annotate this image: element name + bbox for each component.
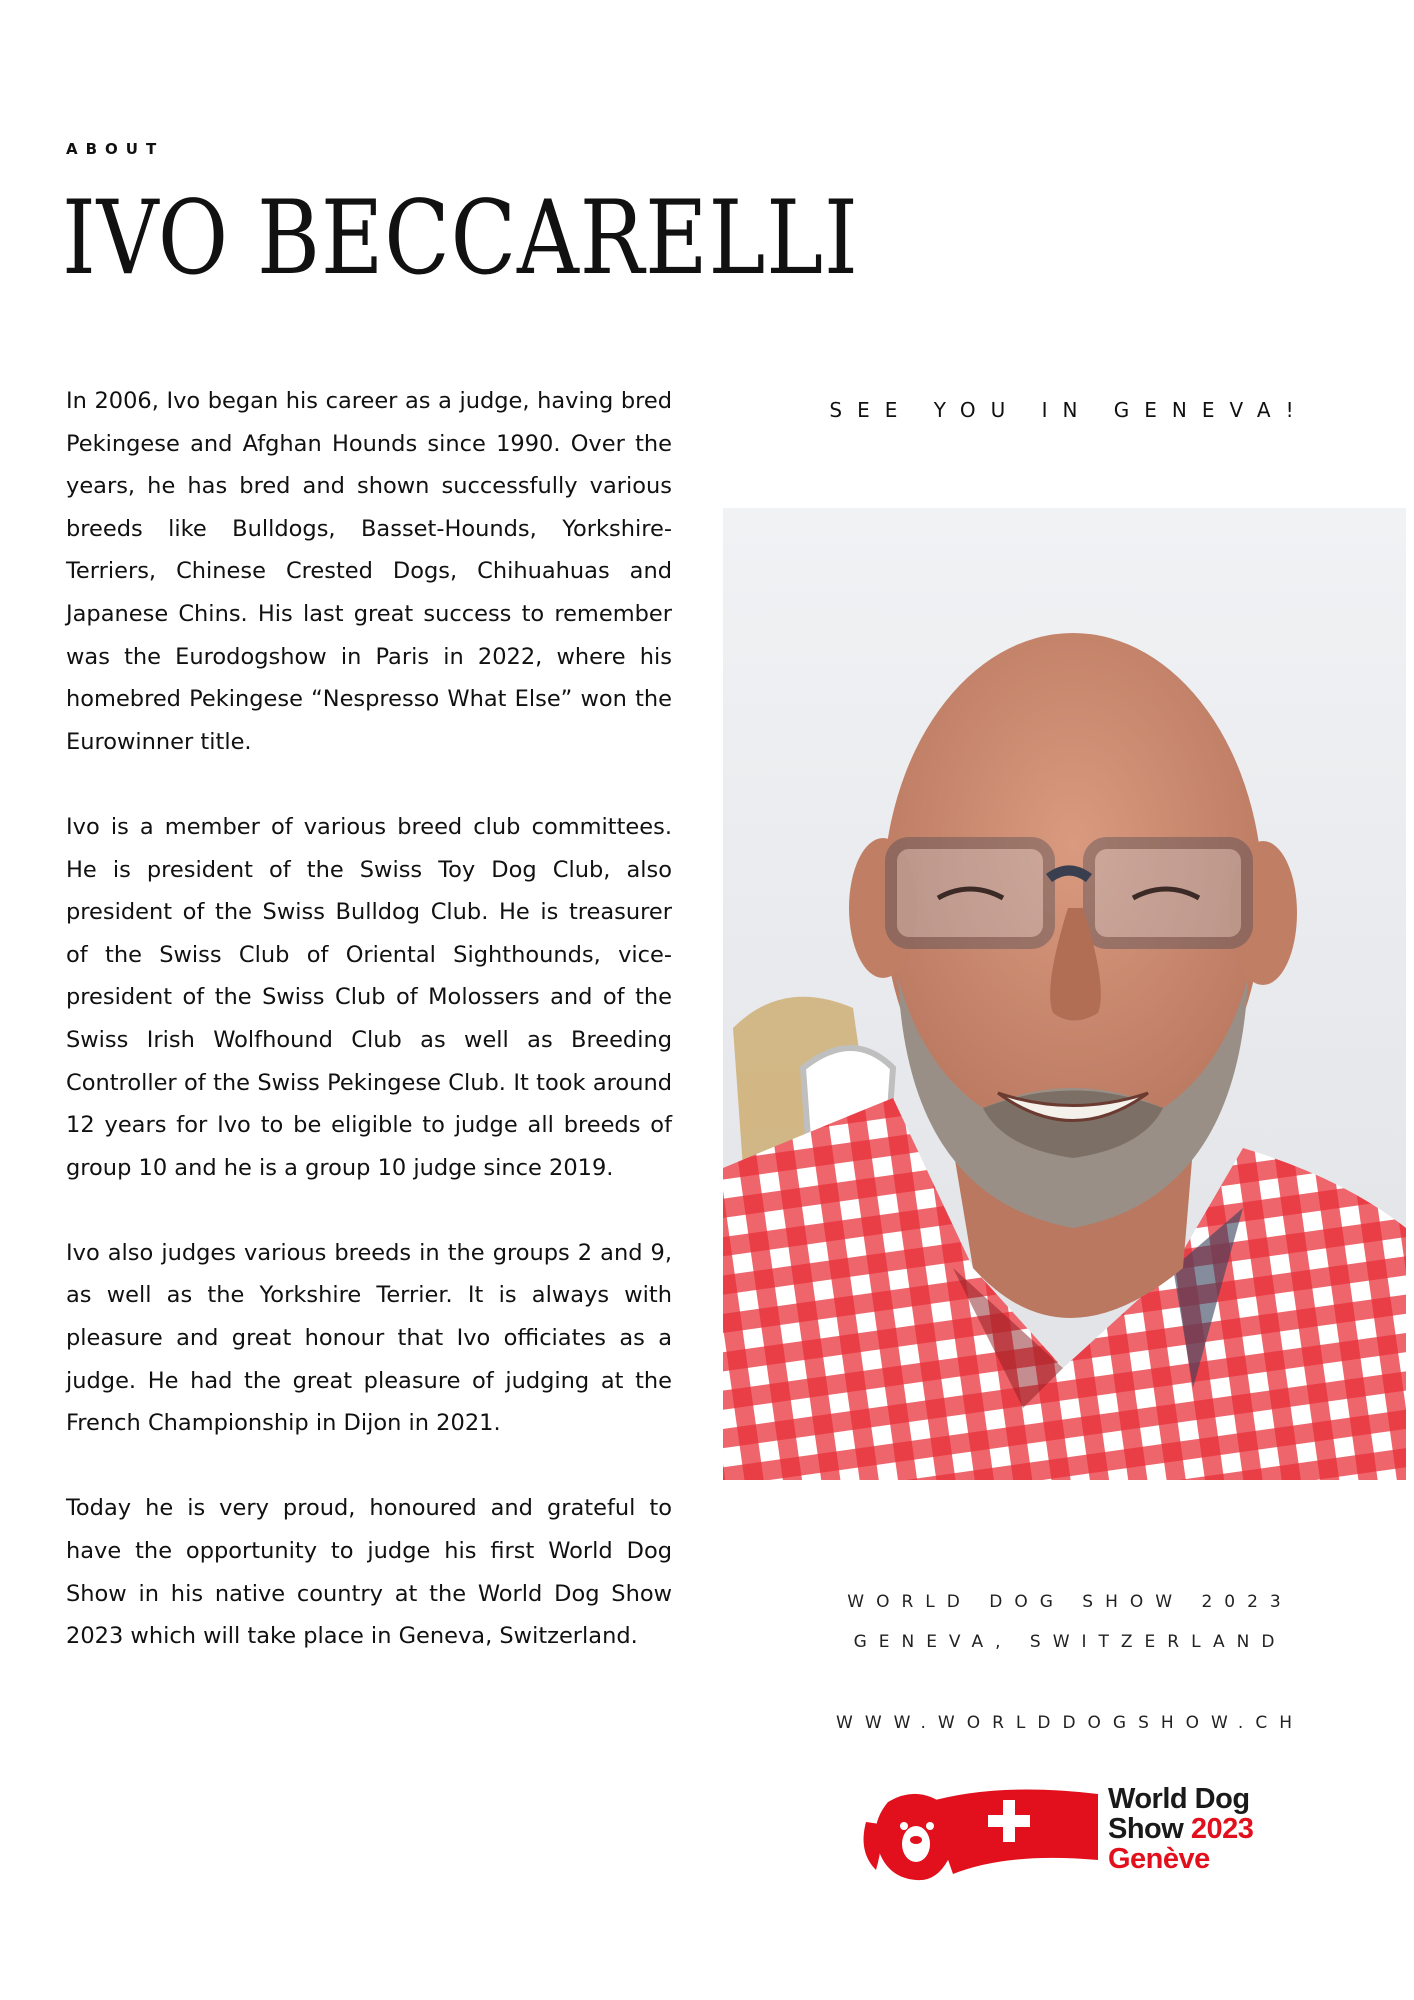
logo-line-2 [1108, 1814, 1308, 1844]
logo-year: 2023 [1190, 1813, 1254, 1845]
biography [66, 380, 672, 1700]
portrait-photo [723, 508, 1406, 1480]
website-link[interactable]: WWW.WORLDDOGSHOW.CH [836, 1713, 1304, 1733]
logo-wordmark [1108, 1784, 1308, 1874]
world-dog-show-logo [858, 1782, 1298, 1882]
bio-paragraph-2: Ivo is a member of various breed club committees. He is president of the Swiss Toy Dog Club, also president of the Swiss Bulldog Club. He is treasurer of the Swiss Club of Oriental Sighthounds, vice-president of the Swiss Club of Molossers and of the Swiss Irish Wolfhound Club as well as Breeding Controller of the Swiss Pekingese Club. It took around 12 years for Ivo to be eligible to judge all breeds of group 10 and he is a group 10 judge since 2019. [66, 813, 672, 1181]
logo-show-word: Show [1108, 1813, 1184, 1845]
tagline: SEE YOU IN GENEVA! [829, 398, 1309, 422]
eyebrow-label: ABOUT [66, 140, 165, 158]
bio-paragraph-3: Ivo also judges various breeds in the groups 2 and 9, as well as the Yorkshire Terrier. It is always with pleasure and great honour that Ivo officiates as a judge. He had the great pleasure of judging at the French Championship in Dijon in 2021. [66, 1239, 672, 1437]
event-location: GENEVA, SWITZERLAND [853, 1632, 1287, 1652]
dog-and-swiss-flag-icon [858, 1782, 1108, 1882]
logo-line-1: World Dog [1108, 1783, 1250, 1815]
bio-paragraph-1: In 2006, Ivo began his career as a judge, having bred Pekingese and Afghan Hounds since 1990. Over the years, he has bred and shown successfully various breeds like Bulldogs, Basset-Hounds, Yorkshire-Terriers, Chinese Crested Dogs, Chihuahuas and Japanese Chins. His last great success to remember was the Eurodogshow in Paris in 2022, where his homebred Pekingese “Nespresso What Else” won the Eurowinner title. [66, 388, 672, 755]
bio-paragraph-4: Today he is very proud, honoured and grateful to have the opportunity to judge his first World Dog Show in his native country at the World Dog Show 2023 which will take place in Geneva, Switzerland. [66, 1495, 672, 1650]
portrait-illustration [723, 508, 1406, 1480]
event-name: WORLD DOG SHOW 2023 [847, 1592, 1293, 1612]
page-title: IVO BECCARELLI [62, 179, 859, 298]
logo-line-3: Genève [1108, 1843, 1210, 1875]
